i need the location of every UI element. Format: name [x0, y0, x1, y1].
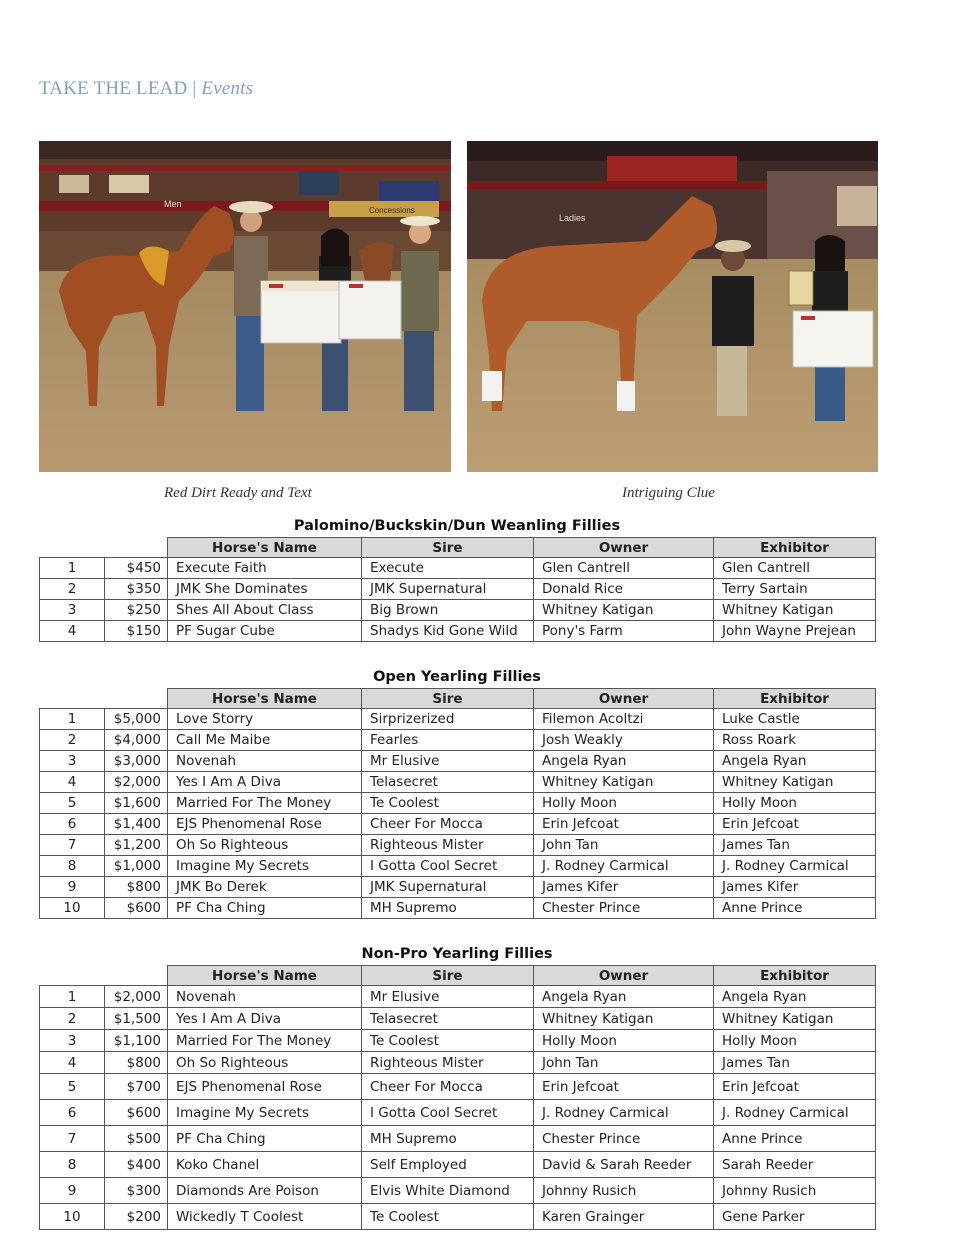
owner-cell: Whitney Katigan: [534, 1008, 714, 1030]
table-row: [40, 814, 876, 835]
results-table: [39, 965, 876, 1230]
sire-cell: MH Supremo: [362, 898, 534, 919]
prize-cell: $500: [105, 1126, 168, 1152]
exhibitor-cell: James Tan: [714, 1052, 876, 1074]
exhibitor-cell: Erin Jefcoat: [714, 814, 876, 835]
owner-cell: Josh Weakly: [534, 730, 714, 751]
prize-cell: $2,000: [105, 772, 168, 793]
place-cell: 3: [40, 1030, 105, 1052]
prize-cell: $250: [105, 600, 168, 621]
column-header-exhibitor: Exhibitor: [714, 538, 876, 558]
horse-name-cell: Oh So Righteous: [168, 1052, 362, 1074]
place-cell: 3: [40, 751, 105, 772]
horse-name-cell: Love Storry: [168, 709, 362, 730]
column-header-horse: Horse's Name: [168, 966, 362, 986]
exhibitor-cell: Angela Ryan: [714, 986, 876, 1008]
sire-cell: I Gotta Cool Secret: [362, 1100, 534, 1126]
exhibitor-cell: Gene Parker: [714, 1204, 876, 1230]
prize-cell: $700: [105, 1074, 168, 1100]
place-cell: 8: [40, 1152, 105, 1178]
table-row: [40, 772, 876, 793]
owner-cell: Holly Moon: [534, 793, 714, 814]
owner-cell: Johnny Rusich: [534, 1178, 714, 1204]
owner-cell: Karen Grainger: [534, 1204, 714, 1230]
place-cell: 4: [40, 772, 105, 793]
prize-cell: $1,000: [105, 856, 168, 877]
place-cell: 1: [40, 709, 105, 730]
horse-name-cell: PF Sugar Cube: [168, 621, 362, 642]
sign-concessions-text: Concessions: [369, 206, 415, 215]
prize-cell: $5,000: [105, 709, 168, 730]
table-row: [40, 1204, 876, 1230]
exhibitor-cell: Whitney Katigan: [714, 1008, 876, 1030]
horse-name-cell: JMK Bo Derek: [168, 877, 362, 898]
sire-cell: Righteous Mister: [362, 1052, 534, 1074]
table-header-row: [40, 538, 876, 558]
header-section: Events: [201, 78, 254, 99]
place-cell: 9: [40, 877, 105, 898]
place-cell: 1: [40, 986, 105, 1008]
table-row: [40, 730, 876, 751]
horse-name-cell: EJS Phenomenal Rose: [168, 1074, 362, 1100]
results-table: [39, 688, 876, 919]
horse-name-cell: Married For The Money: [168, 1030, 362, 1052]
horse-name-cell: Yes I Am A Diva: [168, 772, 362, 793]
place-cell: 6: [40, 814, 105, 835]
prize-cell: $2,000: [105, 986, 168, 1008]
place-cell: 9: [40, 1178, 105, 1204]
table-row: [40, 600, 876, 621]
arena-photo-right: [467, 141, 878, 472]
owner-cell: Filemon Acoltzi: [534, 709, 714, 730]
horse-name-cell: Novenah: [168, 986, 362, 1008]
results-table: [39, 537, 876, 642]
owner-cell: Pony's Farm: [534, 621, 714, 642]
horse-name-cell: Koko Chanel: [168, 1152, 362, 1178]
column-header-sire: Sire: [362, 966, 534, 986]
place-cell: 4: [40, 1052, 105, 1074]
prize-cell: $600: [105, 1100, 168, 1126]
table-title: Open Yearling Fillies: [373, 669, 541, 685]
place-cell: 2: [40, 1008, 105, 1030]
exhibitor-cell: Whitney Katigan: [714, 600, 876, 621]
table-row: [40, 1052, 876, 1074]
owner-cell: Angela Ryan: [534, 986, 714, 1008]
place-cell: 8: [40, 856, 105, 877]
table-row: [40, 1126, 876, 1152]
place-cell: 5: [40, 1074, 105, 1100]
owner-cell: Chester Prince: [534, 1126, 714, 1152]
table-row: [40, 1178, 876, 1204]
exhibitor-cell: Erin Jefcoat: [714, 1074, 876, 1100]
exhibitor-cell: J. Rodney Carmical: [714, 856, 876, 877]
place-cell: 1: [40, 558, 105, 579]
page-header: [39, 78, 253, 100]
exhibitor-cell: Holly Moon: [714, 1030, 876, 1052]
sire-cell: JMK Supernatural: [362, 579, 534, 600]
sire-cell: Mr Elusive: [362, 751, 534, 772]
horse-name-cell: Imagine My Secrets: [168, 856, 362, 877]
prize-cell: $150: [105, 621, 168, 642]
prize-cell: $1,500: [105, 1008, 168, 1030]
table-header-row: [40, 689, 876, 709]
owner-cell: Holly Moon: [534, 1030, 714, 1052]
table-row: [40, 898, 876, 919]
table-row: [40, 877, 876, 898]
prize-cell: $300: [105, 1178, 168, 1204]
exhibitor-cell: Glen Cantrell: [714, 558, 876, 579]
place-cell: 4: [40, 621, 105, 642]
prize-cell: $800: [105, 1052, 168, 1074]
table-row: [40, 856, 876, 877]
column-header-owner: Owner: [534, 538, 714, 558]
horse-name-cell: PF Cha Ching: [168, 1126, 362, 1152]
owner-cell: Donald Rice: [534, 579, 714, 600]
place-cell: 6: [40, 1100, 105, 1126]
column-header-sire: Sire: [362, 538, 534, 558]
blank-header-cell: [105, 689, 168, 709]
exhibitor-cell: Angela Ryan: [714, 751, 876, 772]
horse-name-cell: Execute Faith: [168, 558, 362, 579]
exhibitor-cell: Sarah Reeder: [714, 1152, 876, 1178]
table-row: [40, 1030, 876, 1052]
owner-cell: Whitney Katigan: [534, 772, 714, 793]
prize-cell: $800: [105, 877, 168, 898]
header-brand: TAKE THE LEAD: [39, 78, 188, 99]
prize-cell: $600: [105, 898, 168, 919]
exhibitor-cell: Luke Castle: [714, 709, 876, 730]
blank-header-cell: [40, 689, 105, 709]
sire-cell: Sirprizerized: [362, 709, 534, 730]
sire-cell: Mr Elusive: [362, 986, 534, 1008]
table-title: Non-Pro Yearling Fillies: [361, 946, 553, 962]
prize-cell: $350: [105, 579, 168, 600]
photo-red-dirt-ready: [39, 141, 451, 472]
arena-photo-left: [39, 141, 451, 472]
owner-cell: J. Rodney Carmical: [534, 856, 714, 877]
owner-cell: Whitney Katigan: [534, 600, 714, 621]
horse-name-cell: JMK She Dominates: [168, 579, 362, 600]
horse-name-cell: Yes I Am A Diva: [168, 1008, 362, 1030]
owner-cell: Glen Cantrell: [534, 558, 714, 579]
sign-men-text: Men: [164, 199, 182, 209]
exhibitor-cell: J. Rodney Carmical: [714, 1100, 876, 1126]
column-header-horse: Horse's Name: [168, 538, 362, 558]
photo-caption-left: Red Dirt Ready and Text: [164, 485, 312, 501]
exhibitor-cell: Johnny Rusich: [714, 1178, 876, 1204]
table-row: [40, 1008, 876, 1030]
table-row: [40, 621, 876, 642]
table-row: [40, 986, 876, 1008]
prize-cell: $1,600: [105, 793, 168, 814]
table-row: [40, 835, 876, 856]
owner-cell: Erin Jefcoat: [534, 814, 714, 835]
column-header-horse: Horse's Name: [168, 689, 362, 709]
column-header-owner: Owner: [534, 689, 714, 709]
sign-ladies-text: Ladies: [559, 213, 586, 223]
horse-name-cell: Novenah: [168, 751, 362, 772]
header-separator: |: [187, 78, 202, 99]
exhibitor-cell: Anne Prince: [714, 898, 876, 919]
photo-caption-right: Intriguing Clue: [622, 485, 715, 501]
horse-name-cell: Call Me Maibe: [168, 730, 362, 751]
sire-cell: Cheer For Mocca: [362, 1074, 534, 1100]
sire-cell: Execute: [362, 558, 534, 579]
horse-name-cell: Shes All About Class: [168, 600, 362, 621]
blank-header-cell: [105, 538, 168, 558]
place-cell: 2: [40, 730, 105, 751]
sire-cell: Telasecret: [362, 1008, 534, 1030]
owner-cell: John Tan: [534, 1052, 714, 1074]
horse-name-cell: Imagine My Secrets: [168, 1100, 362, 1126]
owner-cell: Angela Ryan: [534, 751, 714, 772]
blank-header-cell: [105, 966, 168, 986]
sire-cell: MH Supremo: [362, 1126, 534, 1152]
owner-cell: J. Rodney Carmical: [534, 1100, 714, 1126]
place-cell: 7: [40, 835, 105, 856]
table-row: [40, 709, 876, 730]
sire-cell: Telasecret: [362, 772, 534, 793]
owner-cell: James Kifer: [534, 877, 714, 898]
blank-header-cell: [40, 966, 105, 986]
exhibitor-cell: John Wayne Prejean: [714, 621, 876, 642]
exhibitor-cell: Holly Moon: [714, 793, 876, 814]
table-row: [40, 793, 876, 814]
column-header-exhibitor: Exhibitor: [714, 689, 876, 709]
prize-cell: $450: [105, 558, 168, 579]
place-cell: 2: [40, 579, 105, 600]
horse-name-cell: Wickedly T Coolest: [168, 1204, 362, 1230]
horse-name-cell: Diamonds Are Poison: [168, 1178, 362, 1204]
owner-cell: Erin Jefcoat: [534, 1074, 714, 1100]
table-row: [40, 751, 876, 772]
horse-name-cell: EJS Phenomenal Rose: [168, 814, 362, 835]
exhibitor-cell: Ross Roark: [714, 730, 876, 751]
sire-cell: Big Brown: [362, 600, 534, 621]
place-cell: 5: [40, 793, 105, 814]
table-row: [40, 579, 876, 600]
column-header-sire: Sire: [362, 689, 534, 709]
owner-cell: Chester Prince: [534, 898, 714, 919]
exhibitor-cell: Terry Sartain: [714, 579, 876, 600]
exhibitor-cell: James Kifer: [714, 877, 876, 898]
sire-cell: Te Coolest: [362, 1030, 534, 1052]
place-cell: 10: [40, 1204, 105, 1230]
column-header-exhibitor: Exhibitor: [714, 966, 876, 986]
exhibitor-cell: Anne Prince: [714, 1126, 876, 1152]
owner-cell: David & Sarah Reeder: [534, 1152, 714, 1178]
table-row: [40, 1074, 876, 1100]
photo-intriguing-clue: [467, 141, 878, 472]
prize-cell: $200: [105, 1204, 168, 1230]
prize-cell: $1,200: [105, 835, 168, 856]
place-cell: 10: [40, 898, 105, 919]
place-cell: 7: [40, 1126, 105, 1152]
table-row: [40, 558, 876, 579]
sire-cell: Te Coolest: [362, 1204, 534, 1230]
prize-cell: $1,400: [105, 814, 168, 835]
sire-cell: JMK Supernatural: [362, 877, 534, 898]
sire-cell: Self Employed: [362, 1152, 534, 1178]
column-header-owner: Owner: [534, 966, 714, 986]
prize-cell: $1,100: [105, 1030, 168, 1052]
exhibitor-cell: James Tan: [714, 835, 876, 856]
prize-cell: $400: [105, 1152, 168, 1178]
sire-cell: Shadys Kid Gone Wild: [362, 621, 534, 642]
prize-cell: $3,000: [105, 751, 168, 772]
horse-name-cell: Married For The Money: [168, 793, 362, 814]
table-header-row: [40, 966, 876, 986]
owner-cell: John Tan: [534, 835, 714, 856]
sire-cell: I Gotta Cool Secret: [362, 856, 534, 877]
sire-cell: Fearles: [362, 730, 534, 751]
sire-cell: Righteous Mister: [362, 835, 534, 856]
horse-name-cell: PF Cha Ching: [168, 898, 362, 919]
blank-header-cell: [40, 538, 105, 558]
sire-cell: Elvis White Diamond: [362, 1178, 534, 1204]
sire-cell: Cheer For Mocca: [362, 814, 534, 835]
place-cell: 3: [40, 600, 105, 621]
prize-cell: $4,000: [105, 730, 168, 751]
table-row: [40, 1100, 876, 1126]
horse-name-cell: Oh So Righteous: [168, 835, 362, 856]
table-title: Palomino/Buckskin/Dun Weanling Fillies: [293, 518, 621, 534]
exhibitor-cell: Whitney Katigan: [714, 772, 876, 793]
table-row: [40, 1152, 876, 1178]
sire-cell: Te Coolest: [362, 793, 534, 814]
